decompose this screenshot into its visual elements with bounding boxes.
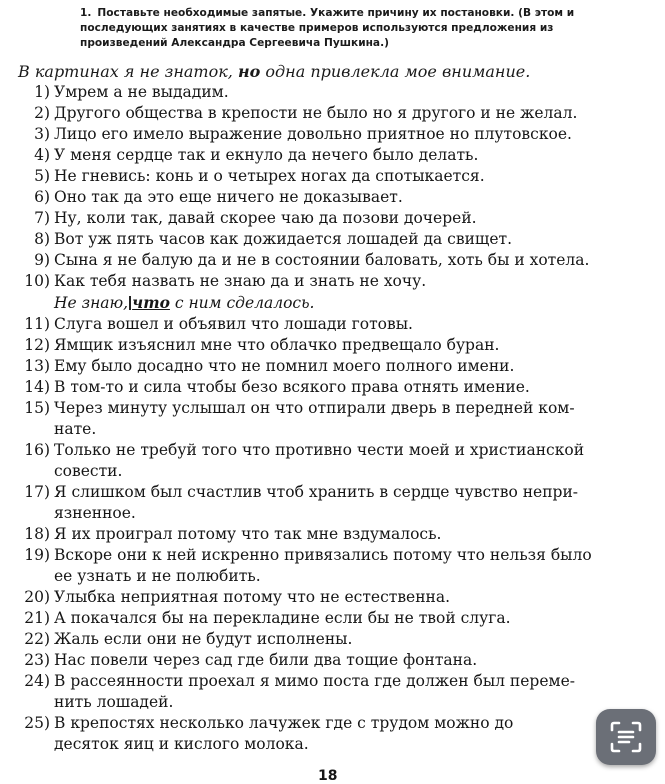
document-scan-icon: [609, 720, 643, 754]
item-number: 6): [34, 188, 50, 206]
page-number: 18: [318, 768, 338, 784]
item-text: Другого общества в крепости не было но я другого и не желал.: [54, 104, 578, 122]
item-text: Вот уж пять часов как дожидается лошадей да свищет.: [54, 230, 512, 248]
list-item: [0, 229, 665, 250]
list-item: [0, 608, 665, 629]
task-text: Поставьте необходимые запятые. Укажите причину их постановки. (В этом и последующих занятиях в качестве примеров используются предложения из произведений Александра Сергеевича Пушкина.): [80, 7, 575, 49]
sub-example-part-1: Не знаю,: [54, 294, 129, 312]
item-text: В рассеянности проехал я мимо поста где должен был переме-: [54, 672, 575, 690]
example-conjunction: но: [237, 62, 261, 81]
item-number: 17): [24, 483, 50, 501]
item-number: 2): [34, 104, 50, 122]
item-text: Я слишком был счастлив чтоб хранить в сердце чувство непри-: [54, 483, 579, 501]
item-number: 18): [24, 525, 50, 543]
item-number: 13): [24, 357, 50, 375]
scan-text-button[interactable]: [596, 709, 656, 765]
comma-mark: [129, 296, 131, 310]
item-text: В том-то и сила чтобы безо всякого права отнять имение.: [54, 378, 530, 396]
item-number: 16): [24, 441, 50, 459]
item-text: Оно так да это еще ничего не доказывает.: [54, 188, 403, 206]
item-text: Как тебя назвать не знаю да и знать не хочу.: [54, 272, 427, 290]
list-item: [0, 440, 665, 482]
list-item: [0, 713, 665, 755]
item-number: 20): [24, 588, 50, 606]
task-number: 1.: [80, 7, 92, 19]
item-text-continuation: язненное.: [54, 504, 136, 522]
item-number: 8): [34, 230, 50, 248]
list-item: [0, 208, 665, 229]
item-text-continuation: нате.: [54, 420, 97, 438]
list-item: [0, 545, 665, 587]
list-item: [0, 671, 665, 713]
item-number: 7): [34, 209, 50, 227]
list-item: [0, 629, 665, 650]
item-text: Ямщик изъяснил мне что облачко предвещало буран.: [54, 336, 500, 354]
item-text: Только не требуй того что противно чести моей и христианской: [54, 441, 585, 459]
list-item: [0, 250, 665, 271]
list-item: [0, 103, 665, 124]
list-item: [0, 377, 665, 398]
item-text-continuation: нить лошадей.: [54, 693, 174, 711]
list-item: [0, 335, 665, 356]
item-text: Жаль если они не будут исполнены.: [54, 630, 353, 648]
item-number: 14): [24, 378, 50, 396]
item-text: Ну, коли так, давай скорее чаю да позови дочерей.: [54, 209, 477, 227]
list-item: [0, 124, 665, 145]
item-text: А покачался бы на перекладине если бы не твой слуга.: [54, 609, 511, 627]
item-number: 24): [24, 672, 50, 690]
item-number: 19): [24, 546, 50, 564]
list-item: [0, 482, 665, 524]
list-item: [0, 187, 665, 208]
item-number: 21): [24, 609, 50, 627]
item-text: Лицо его имело выражение довольно приятное но плутовское.: [54, 125, 572, 143]
list-item: [0, 145, 665, 166]
list-item: [0, 524, 665, 545]
item-number: 3): [34, 125, 50, 143]
handwritten-sub-example: [0, 292, 665, 314]
item-number: 12): [24, 336, 50, 354]
list-item: [0, 166, 665, 187]
item-text: У меня сердце так и екнуло да нечего было делать.: [54, 146, 479, 164]
item-text: Умрем а не выдадим.: [54, 83, 229, 101]
item-text: Нас повели через сад где били два тощие фонтана.: [54, 651, 478, 669]
item-number: 1): [34, 83, 50, 101]
item-text-continuation: десяток яиц и кислого молока.: [54, 735, 309, 753]
item-number: 4): [34, 146, 50, 164]
list-item: [0, 82, 665, 103]
example-part-1: В картинах я не знаток,: [18, 62, 238, 81]
item-number: 5): [34, 167, 50, 185]
item-number: 22): [24, 630, 50, 648]
item-text-continuation: ее узнать и не полюбить.: [54, 567, 261, 585]
item-text: Улыбка неприятная потому что не естественна.: [54, 588, 451, 606]
item-number: 11): [24, 315, 50, 333]
list-item: [0, 398, 665, 440]
item-text: Сына я не балую да и не в состоянии баловать, хоть бы и хотела.: [54, 251, 590, 269]
item-text: Вскоре они к ней искренно привязались потому что нельзя было: [54, 546, 592, 564]
item-number: 15): [24, 399, 50, 417]
item-text: Через минуту услышал он что отпирали дверь в передней ком-: [54, 399, 575, 417]
item-text: В крепостях несколько лачужек где с трудом можно до: [54, 714, 514, 732]
list-item: [0, 314, 665, 335]
example-sentence: [18, 62, 658, 82]
list-item: [0, 356, 665, 377]
list-item: [0, 587, 665, 608]
list-item: [0, 271, 665, 292]
task-instruction: [80, 6, 640, 51]
exercise-list: [0, 82, 665, 755]
item-text: Слуга вошел и объявил что лошади готовы.: [54, 315, 413, 333]
item-text: Я их проиграл потому что так мне вздумалось.: [54, 525, 442, 543]
item-text: Ему было досадно что не помнил моего полного имени.: [54, 357, 515, 375]
item-number: 10): [24, 272, 50, 290]
list-item: [0, 650, 665, 671]
item-text: Не гневись: конь и о четырех ногах да спотыкается.: [54, 167, 485, 185]
item-number: 23): [24, 651, 50, 669]
sub-example-underlined-word: что: [132, 293, 170, 312]
item-number: 9): [34, 251, 50, 269]
example-part-2: одна привлекла мое внимание.: [260, 62, 531, 81]
item-text-continuation: совести.: [54, 462, 123, 480]
sub-example-part-2: с ним сделалось.: [169, 294, 315, 312]
item-number: 25): [24, 714, 50, 732]
